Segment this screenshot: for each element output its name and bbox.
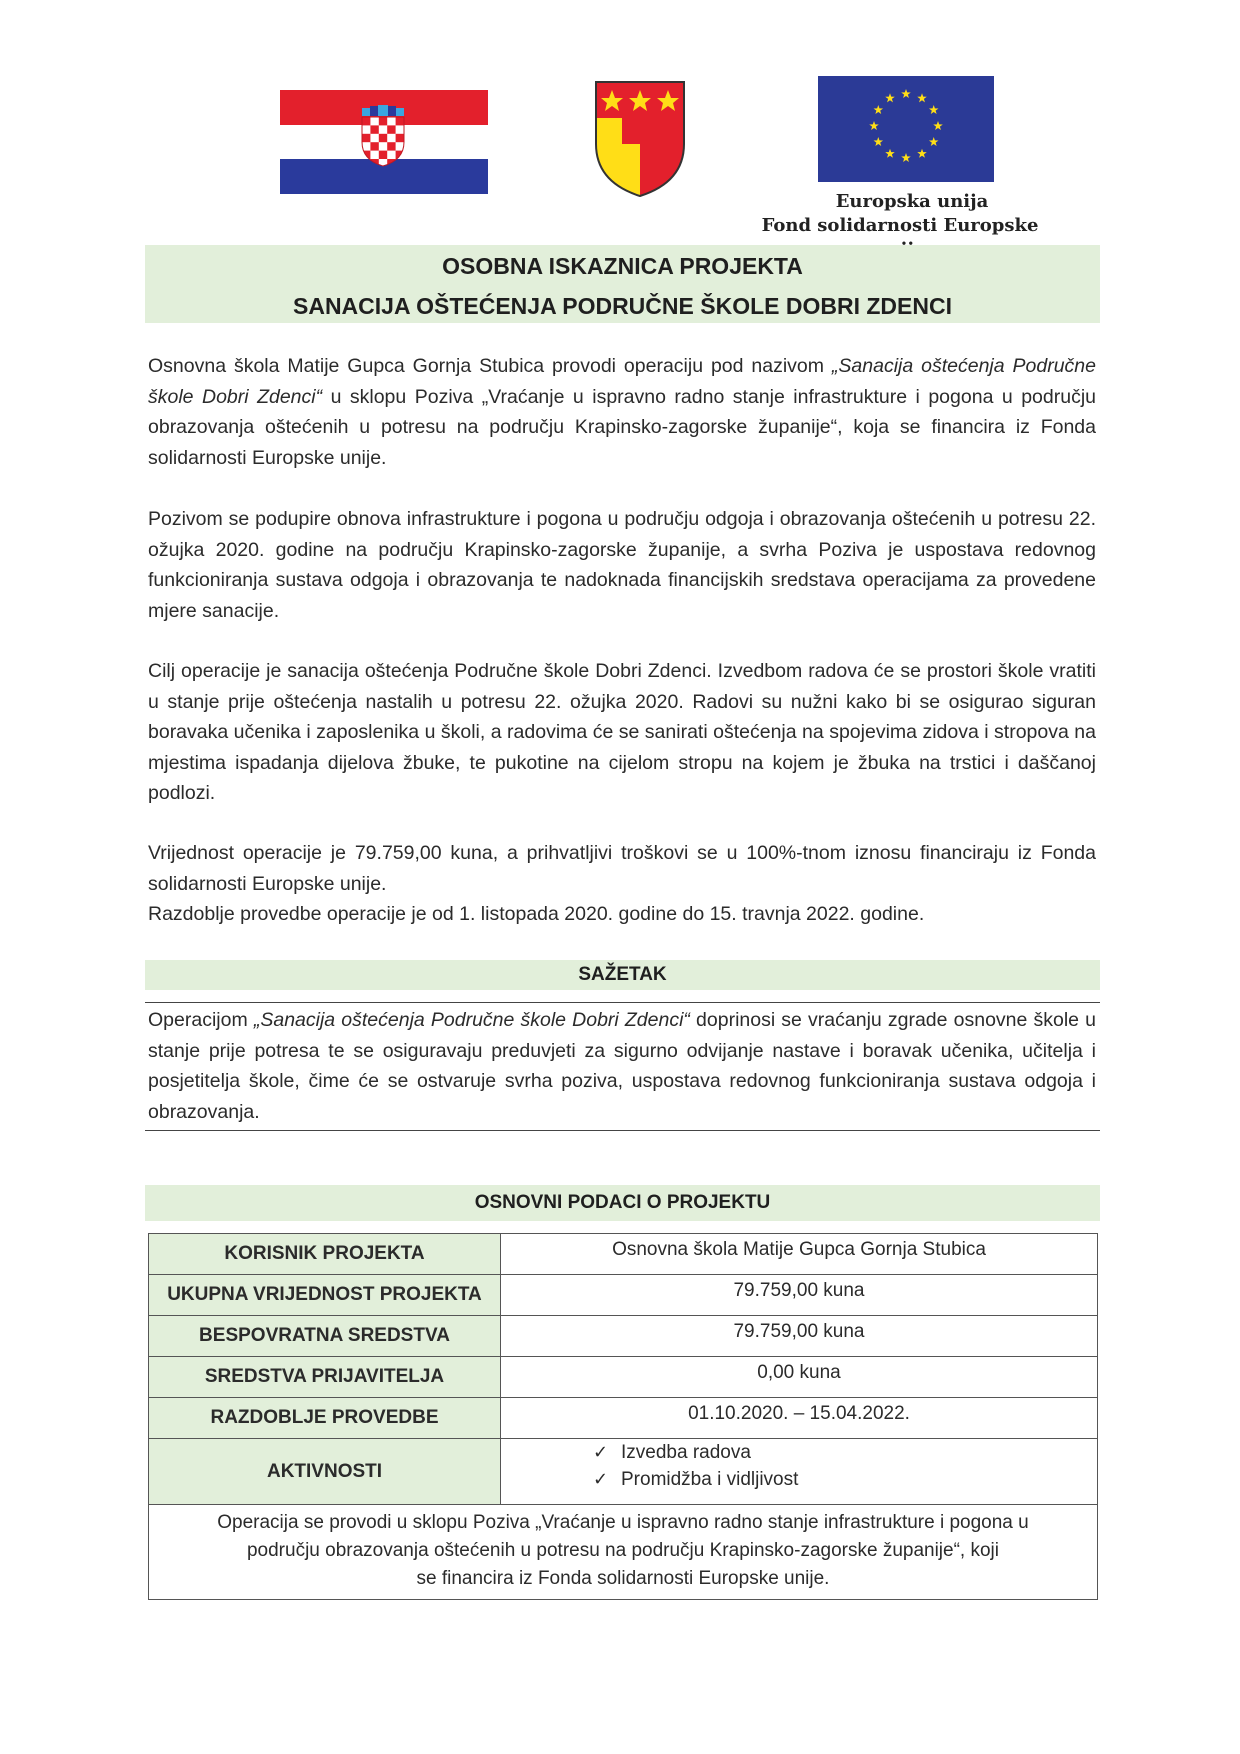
row-value: 01.10.2020. – 15.04.2022. xyxy=(501,1398,1098,1439)
call-note-line1: Operacija se provodi u sklopu Poziva „Vraćanje u ispravno radno stanje infrastrukture i pogona u xyxy=(217,1512,1029,1533)
row-value: 79.759,00 kuna xyxy=(501,1275,1098,1316)
activities-value xyxy=(501,1439,1098,1505)
row-label: RAZDOBLJE PROVEDBE xyxy=(149,1398,501,1439)
row-label: SREDSTVA PRIJAVITELJA xyxy=(149,1357,501,1398)
p1-operation-name: „Sanacija oštećenja Područne škole Dobri Zdenci“ xyxy=(148,355,1096,408)
list-item: ✓ Izvedba radova xyxy=(593,1439,1097,1466)
p4-value-text: Vrijednost operacije je 79.759,00 kuna, a prihvatljivi troškovi se u 100%-tnom iznosu financiraju iz Fonda solidarnosti Europske unije. xyxy=(148,842,1096,895)
summary-top-rule xyxy=(145,1002,1100,1003)
project-data-table xyxy=(148,1233,1098,1600)
call-note-line3: se financira iz Fonda solidarnosti Europske unije. xyxy=(416,1568,830,1589)
p4-period-text: Razdoblje provedbe operacije je od 1. listopada 2020. godine do 15. travnja 2022. godine. xyxy=(148,903,925,925)
document-title: OSOBNA ISKAZNICA PROJEKTA xyxy=(442,253,803,279)
table-row-note xyxy=(149,1505,1098,1600)
row-value: Osnovna škola Matije Gupca Gornja Stubica xyxy=(501,1234,1098,1275)
intro-paragraph-3: Cilj operacije je sanacija oštećenja Područne škole Dobri Zdenci. Izvedbom radova će se prostori škole vratiti u stanje prije oštećenja nastalih u potresu 22. ožujka 2020. Radovi su nužni kako bi se osigurao siguran boravaka učenika i zaposlenika u školi, a radovima će se sanirati oštećenja na spojevima zidova i stropova na mjestima ispadanja dijelova žbuke, te pukotine na cijelom stropu na kojem je žbuka na trstici i daščanoj podlozi. xyxy=(148,660,1096,804)
p1-text-a: Osnovna škola Matije Gupca Gornja Stubica provodi operaciju pod nazivom xyxy=(148,355,832,377)
call-note xyxy=(149,1505,1098,1600)
summary-band xyxy=(145,960,1100,990)
table-row xyxy=(149,1357,1098,1398)
summary-text-a: Operacijom xyxy=(148,1009,254,1031)
project-data-band xyxy=(145,1185,1100,1221)
row-value: 0,00 kuna xyxy=(501,1357,1098,1398)
table-row xyxy=(149,1316,1098,1357)
table-row xyxy=(149,1275,1098,1316)
summary-bottom-rule xyxy=(145,1130,1100,1131)
p1-text-b: u sklopu Poziva „Vraćanje u ispravno radno stanje infrastrukture i pogona u području obrazovanja oštećenih u potresu na području Krapinsko-zagorske županije“, koja se financira iz Fonda solidarnosti Europske unije. xyxy=(148,385,1096,469)
summary-heading: SAŽETAK xyxy=(578,964,667,985)
table-row xyxy=(149,1234,1098,1275)
activities-list xyxy=(501,1439,1097,1493)
summary-operation-name: „Sanacija oštećenja Područne škole Dobri Zdenci“ xyxy=(253,1009,690,1031)
call-note-line2: području obrazovanja oštećenih u potresu na području Krapinsko-zagorske županije“, koji xyxy=(246,1540,999,1561)
row-label: UKUPNA VRIJEDNOST PROJEKTA xyxy=(149,1275,501,1316)
project-data-heading: OSNOVNI PODACI O PROJEKTU xyxy=(474,1192,771,1213)
row-label: KORISNIK PROJEKTA xyxy=(149,1234,501,1275)
intro-paragraph-1 xyxy=(148,351,1096,473)
summary-text-b: doprinosi se vraćanju zgrade osnovne škole u stanje prije potresa te se osiguravaju preduvjeti za sigurno odvijanje nastave i boravak učenika, učitelja i posjetitelja škole, čime će se ostvaruje svrha poziva, uspostava redovnog funkcioniranja sustava odgoja i obrazovanja. xyxy=(148,1009,1096,1123)
list-item: ✓ Promidžba i vidljivost xyxy=(593,1466,1097,1493)
summary-paragraph xyxy=(148,1005,1096,1127)
project-title: SANACIJA OŠTEĆENJA PODRUČNE ŠKOLE DOBRI ZDENCI xyxy=(293,293,952,319)
title-band xyxy=(145,245,1100,323)
intro-paragraph-2: Pozivom se podupire obnova infrastrukture i pogona u području odgoja i obrazovanja oštećenih u potresu 22. ožujka 2020. godine na području Krapinsko-zagorske županije, a svrha Poziva je uspostava redovnog funkcioniranja sustava odgoja i obrazovanja te nadoknada financijskih sredstava operacijama za provedene mjere sanacije. xyxy=(148,508,1096,622)
intro-paragraph-4 xyxy=(148,838,1096,930)
eu-caption-line1: Europska unija xyxy=(835,191,989,212)
table-row xyxy=(149,1398,1098,1439)
table-row-activities xyxy=(149,1439,1098,1505)
croatian-flag-logo xyxy=(280,90,488,194)
eu-caption-line2: Fond solidarnosti Europske xyxy=(761,215,1039,236)
row-label: BESPOVRATNA SREDSTVA xyxy=(149,1316,501,1357)
eu-flag-logo xyxy=(818,76,994,182)
county-coat-of-arms-logo xyxy=(592,78,688,200)
activities-label: AKTIVNOSTI xyxy=(149,1439,501,1505)
row-value: 79.759,00 kuna xyxy=(501,1316,1098,1357)
